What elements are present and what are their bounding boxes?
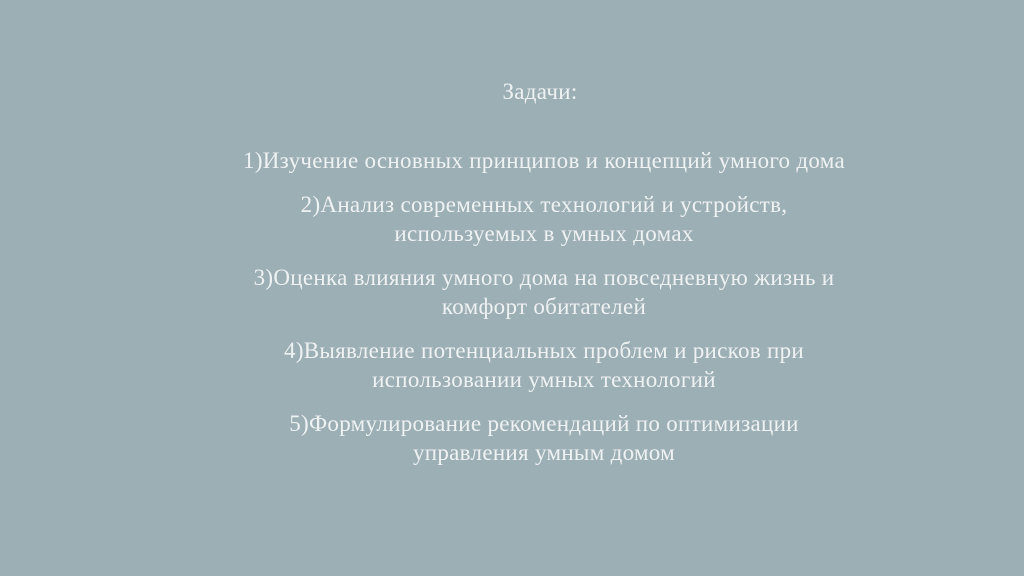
task-item-2 (64, 190, 1024, 248)
slide-title: Задачи: (502, 79, 578, 104)
task-item-4 (64, 336, 1024, 394)
task-item-5-line-2: управления умным домом (412, 440, 676, 465)
task-item-2-line-1: 2)Анализ современных технологий и устройств, (300, 192, 788, 217)
task-item-1-line-1: 1)Изучение основных принципов и концепций умного дома (243, 148, 845, 173)
task-item-1 (64, 146, 1024, 175)
task-item-3-line-1: 3)Оценка влияния умного дома на повседневную жизнь и (253, 265, 835, 290)
task-item-2-line-2: используемых в умных домах (394, 221, 694, 246)
task-item-4-line-2: использовании умных технологий (372, 367, 716, 392)
task-item-4-line-1: 4)Выявление потенциальных проблем и рисков при (284, 338, 804, 363)
task-list (64, 146, 1024, 482)
task-item-5 (64, 409, 1024, 467)
task-item-3 (64, 263, 1024, 321)
task-item-3-line-2: комфорт обитателей (441, 294, 647, 319)
task-item-5-line-1: 5)Формулирование рекомендаций по оптимизации (289, 411, 799, 436)
